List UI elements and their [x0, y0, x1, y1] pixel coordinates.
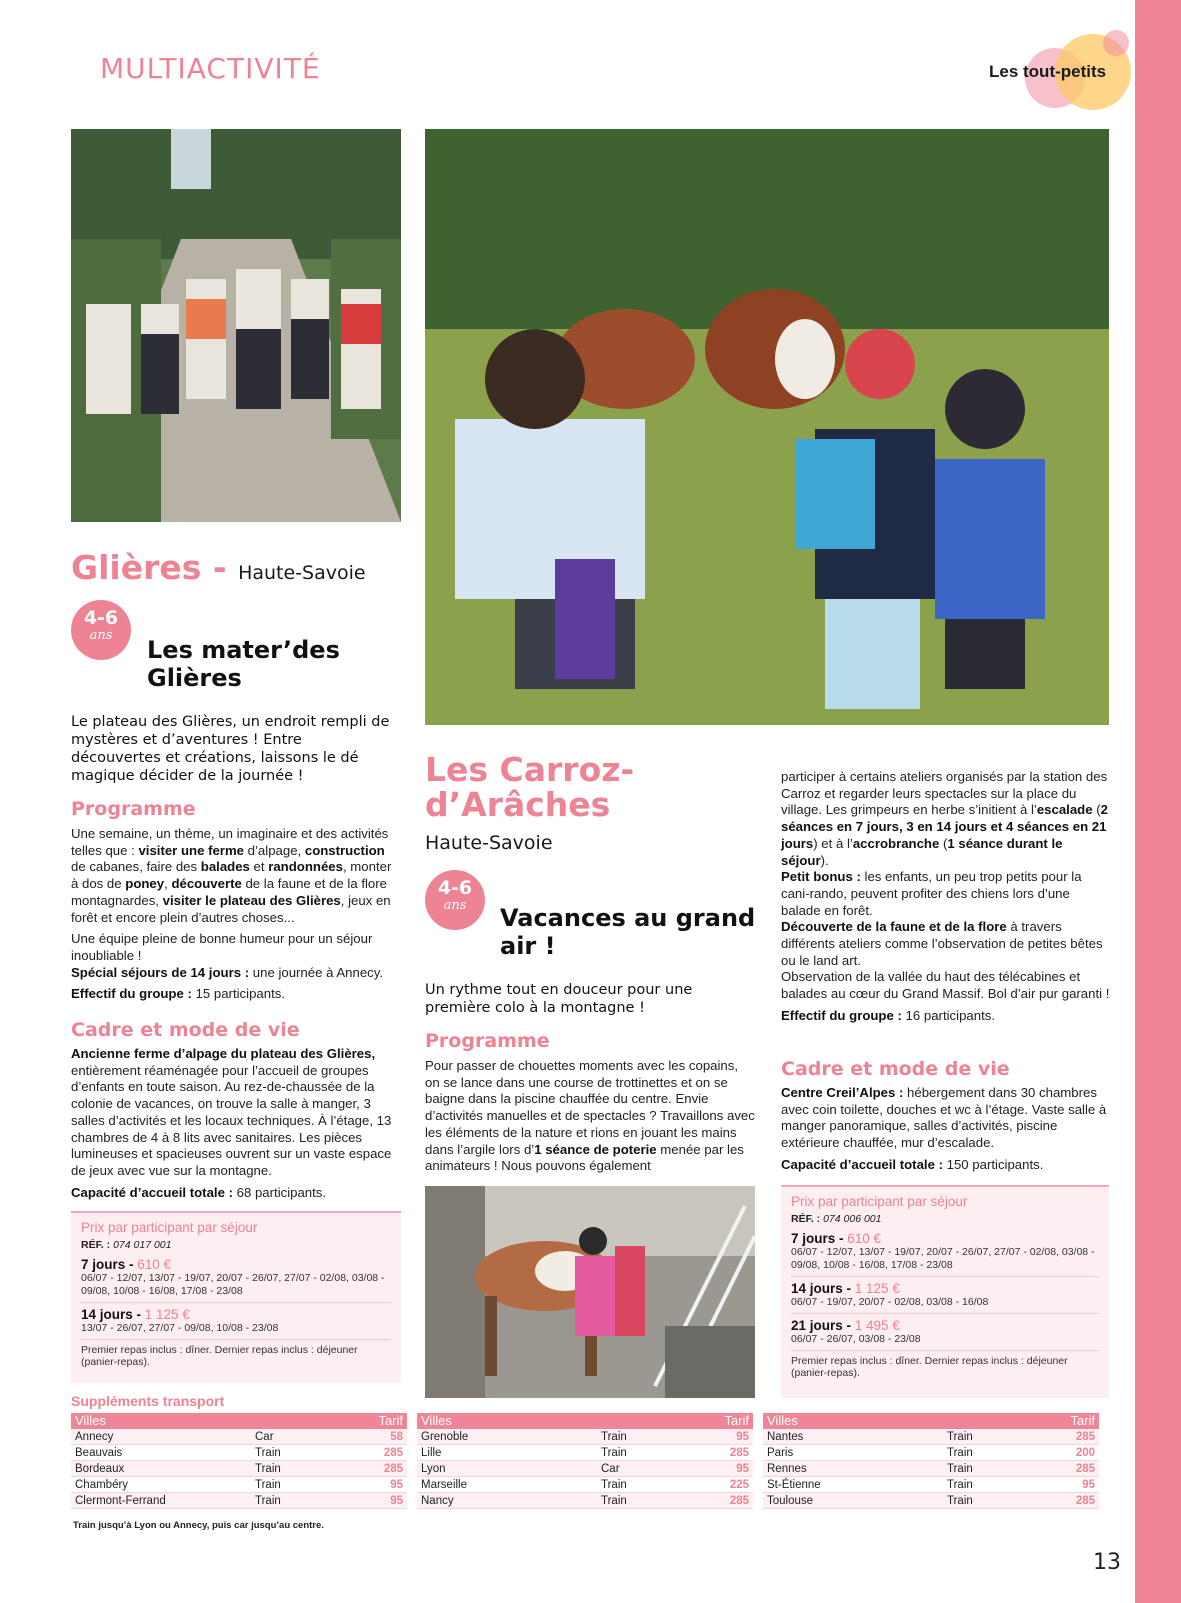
table-row: Annecy Car 58: [71, 1429, 407, 1445]
dates-7-days: 06/07 - 12/07, 13/07 - 19/07, 20/07 - 26/07, 27/07 - 02/08, 03/08 - 09/08, 10/08 - 16/08, 17/08 - 23/08: [81, 1272, 385, 1297]
dates-14-days: 13/07 - 26/07, 27/07 - 09/08, 10/08 - 23/08: [81, 1322, 279, 1334]
stay1-age-badge: [71, 600, 131, 660]
stay1-heading: [71, 548, 366, 587]
dates-21-days: 06/07 - 26/07, 03/08 - 23/08: [791, 1333, 921, 1345]
price-reference: RÉF. : 074 017 001: [81, 1239, 172, 1251]
table-row: Toulouse Train 285: [763, 1493, 1099, 1509]
stay1-title: Les mater’des Glières: [147, 636, 340, 692]
age-group-label: Les tout-petits: [989, 62, 1107, 81]
price-reference: RÉF. : 074 006 001: [791, 1213, 882, 1225]
table-row: Lyon Car 95: [417, 1461, 753, 1477]
page-number: 13: [1093, 1550, 1121, 1575]
stay2-cadre-paragraph: Centre Creil’Alpes : hébergement dans 30 chambres avec coin toilette, douches et wc à l’étage. Vaste salle à manger panoramique, salles d’activités, piscine extérieure chauffée, mur d’escalade.: [781, 1085, 1107, 1151]
stay2-age-unit: ans: [443, 898, 467, 913]
stay2-capacity: Capacité d’accueil totale : 150 participants.: [781, 1156, 1044, 1172]
stay2-cadre-heading: Cadre et mode de vie: [781, 1058, 1010, 1080]
stay1-age-unit: ans: [89, 628, 113, 643]
table-row: Lille Train 285: [417, 1445, 753, 1461]
meal-note: Premier repas inclus : dîner. Dernier repas inclus : déjeuner (panier-repas).: [81, 1339, 391, 1368]
stay2-programme-text-col1: [425, 1058, 755, 1180]
photo-children-with-cows: [425, 129, 1109, 725]
table-row: St-Étienne Train 95: [763, 1477, 1099, 1493]
table-row: Marseille Train 225: [417, 1477, 753, 1493]
transport-title: Suppléments transport: [71, 1393, 225, 1409]
stay2-bonus: Petit bonus : les enfants, un peu trop petits pour la cani-rando, peuvent profiter des chiens lors d’une balade en forêt.: [781, 869, 1082, 918]
stay1-age-range: 4-6: [83, 607, 119, 629]
stay1-cadre-text: [71, 1046, 401, 1206]
stay2-programme-text-col2: [781, 769, 1111, 1030]
price-7-days: 7 jours - 610 €: [81, 1257, 172, 1272]
price-14-days: 14 jours - 1 125 €: [791, 1281, 900, 1296]
stay1-price-box: [71, 1211, 401, 1383]
table-header: Villes Tarif: [71, 1413, 407, 1429]
stay2-intro: Un rythme tout en douceur pour une première colo à la montagne !: [425, 982, 693, 1016]
table-row: Chambéry Train 95: [71, 1477, 407, 1493]
dates-7-days: 06/07 - 12/07, 13/07 - 19/07, 20/07 - 26/07, 27/07 - 02/08, 03/08 - 09/08, 10/08 - 16/08, 17/08 - 23/08: [791, 1246, 1095, 1271]
table-row: Bordeaux Train 285: [71, 1461, 407, 1477]
price-title: Prix par participant par séjour: [791, 1194, 968, 1209]
age-group-tag: [985, 30, 1135, 110]
side-color-band: [1135, 0, 1181, 1603]
stay2-group-size: Effectif du groupe : 16 participants.: [781, 1007, 995, 1023]
decor-circle: [1103, 30, 1129, 56]
stay2-age-range: 4-6: [437, 877, 473, 899]
table-row: Nancy Train 285: [417, 1493, 753, 1509]
transport-table-1: [71, 1413, 407, 1509]
table-header: Villes Tarif: [763, 1413, 1099, 1429]
table-header: Villes Tarif: [417, 1413, 753, 1429]
meal-note: Premier repas inclus : dîner. Dernier repas inclus : déjeuner (panier-repas).: [791, 1350, 1099, 1379]
stay2-region: Haute-Savoie: [425, 832, 553, 854]
stay2-price-box: [781, 1185, 1109, 1398]
stay1-special-text: Spécial séjours de 14 jours : une journée à Annecy.: [71, 964, 384, 980]
stay2-programme-continued: participer à certains ateliers organisés par la station des Carroz et regarder leurs spectacles sur la place du village. Les grimpeurs en herbe s’initient à l’escalade (2 séances en 7 jours, 3 en 14 jours et 4 séances en 21 jours) et à l’accrobranche (1 séance durant le séjour).: [781, 769, 1108, 868]
price-21-days: 21 jours - 1 495 €: [791, 1318, 900, 1333]
stay1-intro: Le plateau des Glières, un endroit rempli de mystères et d’aventures ! Entre découvertes et créations, laissons le dé magique décider de la journée !: [71, 714, 390, 784]
stay1-programme-heading: Programme: [71, 798, 196, 820]
table-row: Grenoble Train 95: [417, 1429, 753, 1445]
stay1-capacity: Capacité d’accueil totale : 68 participants.: [71, 1184, 327, 1200]
stay1-cadre-paragraph: Ancienne ferme d’alpage du plateau des Glières, entièrement réaménagée pour l’accueil de groupes d’enfants en toute saison. Au rez-de-chaussée de la colonie de vacances, on trouve la salle à manger, 3 salles d’activités et les locaux techniques. À l’étage, 13 chambres de 4 à 8 lits avec sanitaires. Les pièces lumineuses et spacieuses ouvrent sur un vaste espace de jeux avec vue sur la montagne.: [71, 1046, 392, 1178]
stay1-programme-paragraph: Une semaine, un thème, un imaginaire et des activités telles que : visiter une ferme d’alpage, construction de cabanes, faire des balades et randonnées, monter à dos de poney, découverte de la faune et de la flore montagnardes, visiter le plateau des Glières, jeux en forêt et encore plein d’autres choses...: [71, 826, 392, 925]
table-row: Beauvais Train 285: [71, 1445, 407, 1461]
stay2-observation: Observation de la vallée du haut des télécabines et balades au cœur du Grand Massif. Bol d’air pur garanti !: [781, 969, 1110, 1002]
table-row: Nantes Train 285: [763, 1429, 1099, 1445]
stay2-place: Les Carroz-d’Arâches: [425, 750, 635, 824]
price-14-days: 14 jours - 1 125 €: [81, 1307, 190, 1322]
table-row: Rennes Train 285: [763, 1461, 1099, 1477]
stay2-cadre-text: [781, 1085, 1111, 1179]
stay2-faune: Découverte de la faune et de la flore à travers différents ateliers comme l’observation de petites bêtes ou le land art.: [781, 919, 1103, 968]
stay2-programme-paragraph: Pour passer de chouettes moments avec les copains, on se lance dans une course de trottinettes et on se baigne dans la piscine chauffée du centre. Envie d’activités manuelles et de spectacles ? Travaillons avec les éléments de la nature et rions en jouant les mains dans l’argile lors d’1 séance de poterie menée par les animateurs ! Nous pouvons également: [425, 1058, 755, 1174]
photo-children-with-pony: [425, 1186, 755, 1398]
stay2-programme-heading: Programme: [425, 1030, 550, 1052]
price-7-days: 7 jours - 610 €: [791, 1231, 882, 1246]
section-title: MULTIACTIVITÉ: [100, 52, 321, 85]
transport-footnote: Train jusqu’à Lyon ou Annecy, puis car jusqu’au centre.: [73, 1520, 324, 1531]
stay1-group-size: Effectif du groupe : 15 participants.: [71, 986, 285, 1002]
photo-children-forest-path: [71, 129, 401, 522]
stay1-place: Glières -: [71, 548, 227, 587]
stay1-programme-text: [71, 826, 401, 1008]
price-title: Prix par participant par séjour: [81, 1220, 258, 1235]
transport-table-2: [417, 1413, 753, 1509]
stay2-title: Vacances au grand air !: [500, 904, 756, 960]
stay2-age-badge: [425, 870, 485, 930]
transport-table-3: [763, 1413, 1099, 1509]
table-row: Paris Train 200: [763, 1445, 1099, 1461]
stay1-region: Haute-Savoie: [238, 562, 366, 584]
table-row: Clermont-Ferrand Train 95: [71, 1493, 407, 1509]
stay1-cadre-heading: Cadre et mode de vie: [71, 1019, 300, 1041]
stay1-team-text: Une équipe pleine de bonne humeur pour un séjour inoubliable !: [71, 931, 373, 963]
dates-14-days: 06/07 - 19/07, 20/07 - 02/08, 03/08 - 16/08: [791, 1296, 989, 1308]
